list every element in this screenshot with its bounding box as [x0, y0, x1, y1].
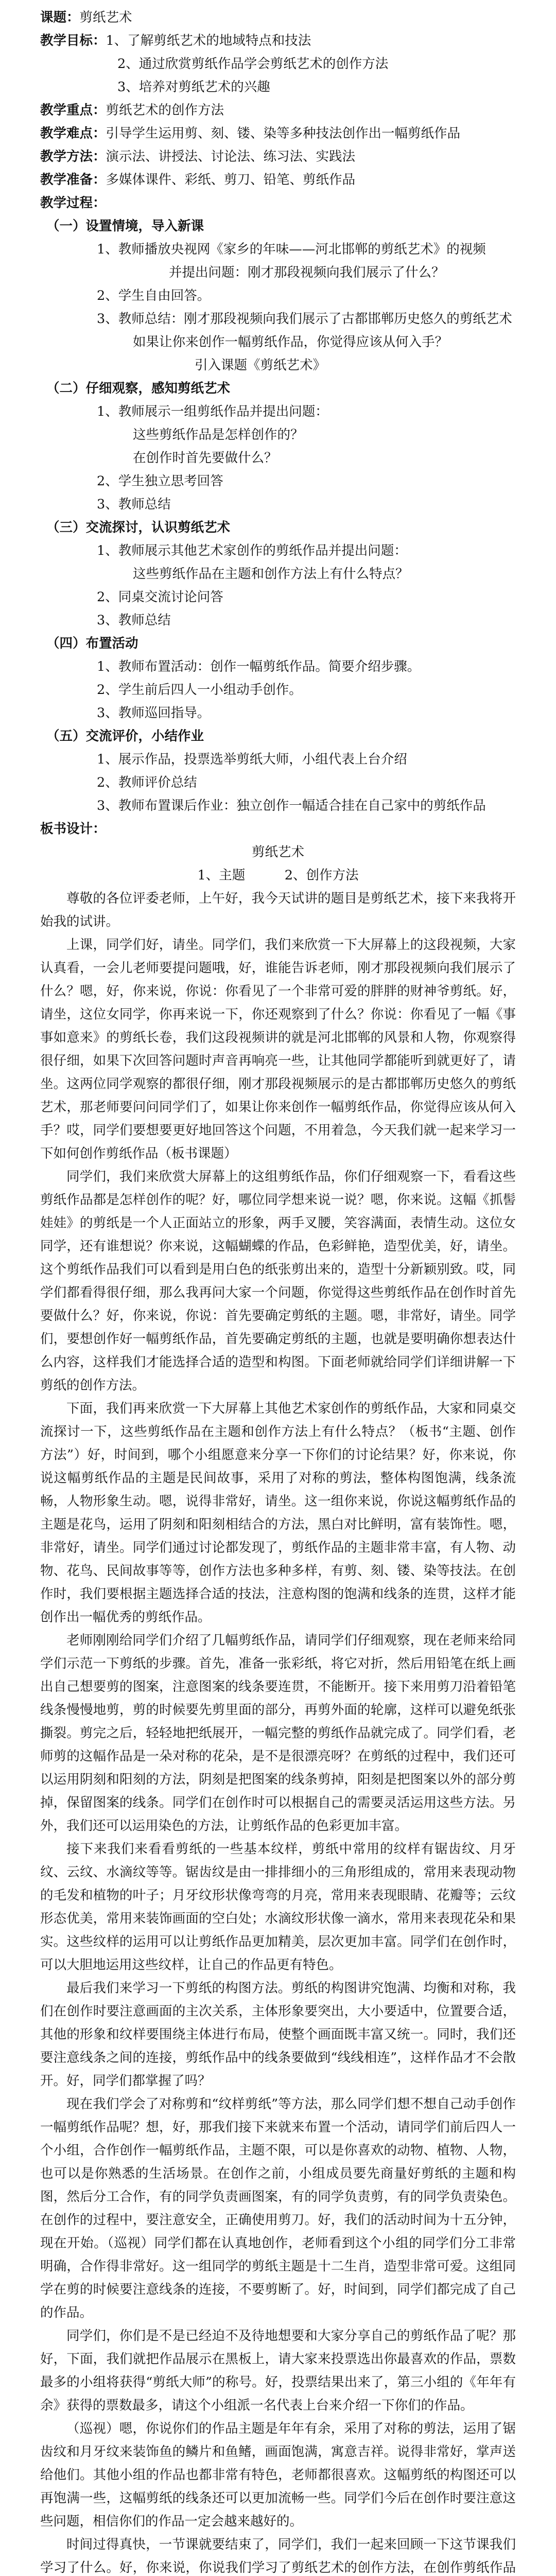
process-step: 1、教师展示其他艺术家创作的剪纸作品并提出问题：: [97, 543, 407, 558]
script-paragraph: 同学们，你们是不是已经迫不及待地想要和大家分享自己的剪纸作品了呢？那好，下面，我们就把作品展示在黑板上，请大家来投票选出你最喜欢的作品，票数最多的小组将获得“剪纸大师”的称号。好，投票结果出来了，第三小组的《年年有余》获得的票数最多，请这个小组派一名代表上台来介绍一下你们的作品。: [40, 2328, 516, 2413]
script-paragraph: 现在我们学会了对称剪和“纹样剪纸”等方法，那么同学们想不想自己动手创作一幅剪纸作品呢？想，好，那我们接下来就来布置一个活动，请同学们前后四人一个小组，合作创作一幅剪纸作品，主题不限，可以是你喜欢的动物、植物、人物，也可以是你熟悉的生活场景。在创作之前，小组成员要先商量好剪纸的主题和构图，然后分工合作，有的同学负责画图案，有的同学负责剪，有的同学负责染色。在创作的过程中，要注意安全，正确使用剪刀。好，我们的活动时间为十五分钟，现在开始。（巡视）同学们都在认真地创作，老师看到这个小组的同学们分工非常明确，合作得非常好。这一组同学的剪纸主题是十二生肖，造型非常可爱。这组同学在剪的时候要注意线条的连接，不要剪断了。好，时间到，同学们都完成了自己的作品。: [40, 2096, 516, 2320]
process-step: 在创作时首先要做什么？: [133, 450, 277, 466]
process-step: 2、学生前后四人一小组动手创作。: [97, 682, 302, 698]
goals-row: [40, 29, 516, 53]
process-step: 这些剪纸作品是怎样创作的？: [133, 427, 304, 443]
process-sections: [40, 215, 516, 818]
process-section-title: （四）布置活动: [46, 636, 138, 651]
process-step: 1、展示作品，投票选举剪纸大师，小组代表上台介绍: [97, 752, 407, 767]
process-section-title: （一）设置情境，导入新课: [46, 218, 204, 234]
script-paragraph: 老师刚刚给同学们介绍了几幅剪纸作品，请同学们仔细观察，现在老师来给同学们示范一下剪纸的步骤。首先，准备一张彩纸，将它对折，然后用铅笔在纸上画出自己想要剪的图案，注意图案的线条要连贯，不能断开。接下来用剪刀沿着铅笔线条慢慢地剪，剪的时候要先剪里面的部分，再剪外面的轮廓，这样可以避免纸张撕裂。剪完之后，轻轻地把纸展开，一幅完整的剪纸作品就完成了。同学们看，老师剪的这幅作品是一朵对称的花朵，是不是很漂亮呀？在剪纸的过程中，我们还可以运用阴刻和阳刻的方法，阴刻是把图案的线条剪掉，阳刻是把图案以外的部分剪掉，保留图案的线条。同学们在创作时可以根据自己的需要灵活运用这些方法。另外，我们还可以运用染色的方法，让剪纸作品的色彩更加丰富。: [40, 1633, 516, 1834]
prep-label: 教学准备：: [40, 172, 106, 188]
topic-row: [40, 6, 516, 29]
process-step: 3、教师总结: [97, 497, 171, 512]
goal-item: 2、通过欣赏剪纸作品学会剪纸艺术的创作方法: [117, 56, 389, 72]
process-step: 2、学生独立思考回答: [97, 473, 223, 489]
difficulty-value: 引导学生运用剪、刻、镂、染等多种技法创作出一幅剪纸作品: [106, 126, 461, 141]
script-paragraph: 下面，我们再来欣赏一下大屏幕上其他艺术家创作的剪纸作品，大家和同桌交流探讨一下，这些剪纸作品在主题和创作方法上有什么特点？（板书“主题、创作方法”）好，时间到，哪个小组愿意来分享一下你们的讨论结果？好，你来说，你说这幅剪纸作品的主题是民间故事，采用了对称的剪法，整体构图饱满，线条流畅，人物形象生动。嗯，说得非常好，请坐。这一组你来说，你说这幅剪纸作品的主题是花鸟，运用了阴刻和阳刻相结合的方法，黑白对比鲜明，富有装饰性。嗯，非常好，请坐。同学们通过讨论都发现了，剪纸作品的主题非常丰富，有人物、动物、花鸟、民间故事等等，创作方法也多种多样，有剪、刻、镂、染等技法。在创作时，我们要根据主题选择合适的技法，注意构图的饱满和线条的连贯，这样才能创作出一幅优秀的剪纸作品。: [40, 1401, 516, 1625]
methods-value: 演示法、讲授法、讨论法、练习法、实践法: [106, 149, 356, 164]
methods-label: 教学方法：: [40, 149, 106, 164]
process-step: 这些剪纸作品在主题和创作方法上有什么特点？: [133, 566, 409, 582]
board-row: [40, 818, 516, 841]
goals-label: 教学目标：: [40, 33, 106, 48]
difficulty-row: [40, 122, 516, 145]
process-step: 3、教师总结：刚才那段视频向我们展示了古都邯郸历史悠久的剪纸艺术: [97, 311, 512, 327]
process-section-title: （二）仔细观察，感知剪纸艺术: [46, 381, 231, 396]
topic-value: 剪纸艺术: [79, 10, 132, 25]
process-section-title: （五）交流评价，小结作业: [46, 728, 204, 744]
script-paragraph: （巡视）嗯，你说你们的作品主题是年年有余，采用了对称的剪法，运用了锯齿纹和月牙纹来装饰鱼的鳞片和鱼鳍，画面饱满，寓意吉祥。说得非常好，掌声送给他们。其他小组的作品也都非常有特色，老师都很喜欢。这幅剪纸的构图还可以再饱满一些，这幅剪纸的线条还可以更加流畅一些。同学们今后在创作时要注意这些问题，相信你们的作品一定会越来越好的。: [40, 2421, 516, 2529]
goal-item: 3、培养对剪纸艺术的兴趣: [117, 79, 270, 95]
board-title: 剪纸艺术: [251, 844, 304, 860]
difficulty-label: 教学难点：: [40, 126, 106, 141]
process-step: 1、教师播放央视网《家乡的年味——河北邯郸的剪纸艺术》的视频: [97, 242, 486, 257]
process-step: 2、同桌交流讨论问答: [97, 589, 223, 605]
process-step: 3、教师布置课后作业：独立创作一幅适合挂在自己家中的剪纸作品: [97, 798, 486, 814]
key-row: [40, 99, 516, 122]
process-step: 引入课题《剪纸艺术》: [195, 358, 326, 373]
process-label: 教学过程：: [40, 195, 106, 211]
script-paragraphs: [40, 887, 516, 2576]
process-section-title: （三）交流探讨，认识剪纸艺术: [46, 520, 231, 535]
script-paragraph: 最后我们来学习一下剪纸的构图方法。剪纸的构图讲究饱满、均衡和对称，我们在创作时要注意画面的主次关系，主体形象要突出，大小要适中，位置要合适，其他的形象和纹样要围绕主体进行布局，使整个画面既丰富又统一。同时，我们还要注意线条之间的连接，剪纸作品中的线条要做到“线线相连”，这样作品才不会散开。好，同学们都掌握了吗？: [40, 1980, 516, 2089]
board-items: 1、主题 2、创作方法: [197, 868, 359, 883]
process-step: 1、教师展示一组剪纸作品并提出问题：: [97, 404, 328, 419]
process-step: 1、教师布置活动：创作一幅剪纸作品。简要介绍步骤。: [97, 659, 421, 674]
process-step: 2、教师评价总结: [97, 775, 197, 790]
key-label: 教学重点：: [40, 103, 106, 118]
key-value: 剪纸艺术的创作方法: [106, 103, 224, 118]
process-step: 并提出问题：刚才那段视频向我们展示了什么？: [169, 265, 445, 280]
script-paragraph: 同学们，我们来欣赏大屏幕上的这组剪纸作品，你们仔细观察一下，看看这些剪纸作品都是怎样创作的呢？好，哪位同学想来说一说？嗯，你来说。这幅《抓髻娃娃》的剪纸是一个人正面站立的形象，两手叉腰，笑容满面，表情生动。这位女同学，还有谁想说？你来说，这幅蝴蝶的作品，色彩鲜艳，造型优美，好，请坐。这个剪纸作品我们可以看到是用白色的纸张剪出来的，造型十分新颖别致。哎，同学们都看得很仔细，那么我再问大家一个问题，你觉得这些剪纸作品在创作时首先要做什么？好，你来说，你说：首先要确定剪纸的主题。嗯，非常好，请坐。同学们，要想创作好一幅剪纸作品，首先要确定剪纸的主题，也就是要明确你想表达什么内容，这样我们才能选择合适的造型和构图。下面老师就给同学们详细讲解一下剪纸的创作方法。: [40, 1169, 516, 1393]
script-paragraph: 接下来我们来看看剪纸的一些基本纹样，剪纸中常用的纹样有锯齿纹、月牙纹、云纹、水滴纹等等。锯齿纹是由一排排细小的三角形组成的，常用来表现动物的毛发和植物的叶子；月牙纹形状像弯弯的月亮，常用来表现眼睛、花瓣等；云纹形态优美，常用来装饰画面的空白处；水滴纹形状像一滴水，常用来表现花朵和果实。这些纹样的运用可以让剪纸作品更加精美，层次更加丰富。同学们在创作时，可以大胆地运用这些纹样，让自己的作品更有特色。: [40, 1841, 516, 1973]
script-paragraph: 上课，同学们好，请坐。同学们，我们来欣赏一下大屏幕上的这段视频，大家认真看，一会儿老师要提问题哦，好，谁能告诉老师，刚才那段视频向我们展示了什么？嗯，好，你来说，你说：你看见了一个非常可爱的胖胖的财神爷剪纸。好，请坐，这位女同学，你再来说一下，你还观察到了什么？你说：你看见了一幅《事事如意来》的剪纸长卷，我们这段视频讲的就是河北邯郸的风景和人物，你观察得很仔细，如果下次回答问题时声音再响亮一些，让其他同学都能听到就更好了，请坐。这两位同学观察的都很仔细，刚才那段视频展示的是古都邯郸历史悠久的剪纸艺术，那老师要问问同学们了，如果让你来创作一幅剪纸作品，你觉得应该从何入手？哎，同学们要想要更好地回答这个问题，不用着急，今天我们就一起来学习一下如何创作剪纸作品（板书课题）: [40, 937, 516, 1161]
process-step: 3、教师巡回指导。: [97, 705, 211, 721]
process-row: [40, 192, 516, 215]
process-step: 3、教师总结: [97, 613, 171, 628]
prep-row: [40, 168, 516, 192]
goal-item: 1、了解剪纸艺术的地域特点和技法: [106, 33, 311, 48]
board-label: 板书设计：: [40, 821, 106, 837]
script-paragraph: 时间过得真快，一节课就要结束了，同学们，我们一起来回顾一下这节课我们学习了什么。好，你来说，你说我们学习了剪纸艺术的创作方法，在创作剪纸作品: [40, 2537, 516, 2575]
methods-row: [40, 145, 516, 168]
process-step: 2、学生自由回答。: [97, 288, 211, 303]
process-step: 如果让你来创作一幅剪纸作品，你觉得应该从何入手？: [133, 334, 448, 350]
script-paragraph: 尊敬的各位评委老师，上午好，我今天试讲的题目是剪纸艺术，接下来我将开始我的试讲。: [40, 891, 516, 929]
topic-label: 课题：: [40, 10, 80, 25]
prep-value: 多媒体课件、彩纸、剪刀、铅笔、剪纸作品: [106, 172, 356, 188]
